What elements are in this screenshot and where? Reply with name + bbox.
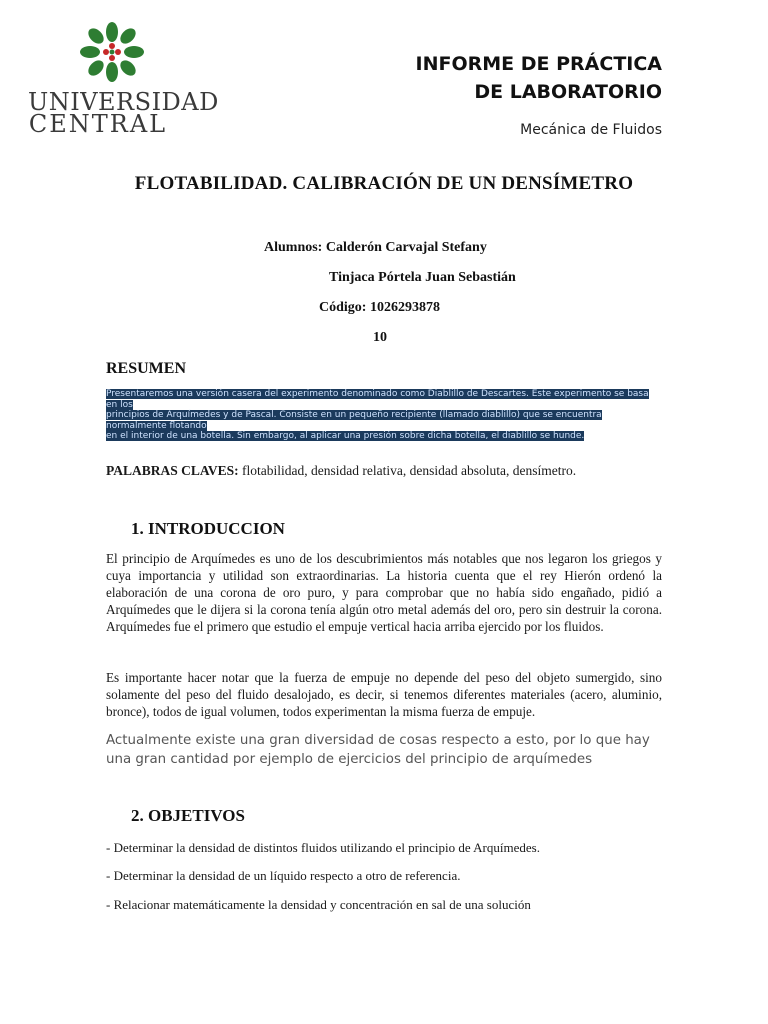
abstract-line-2: principios de Arquímedes y de Pascal. Consiste en un pequeño recipiente (llamado diablillo) que se encuentra normalmente flotando	[106, 410, 602, 431]
group-number: 10	[373, 330, 387, 345]
code-value: 1026293878	[369, 300, 440, 315]
resumen-abstract	[106, 389, 654, 442]
document-title: FLOTABILIDAD. CALIBRACIÓN DE UN DENSÍMETRO	[134, 173, 634, 194]
code-label: Código:	[319, 300, 367, 315]
students-label: Alumnos:	[264, 240, 323, 255]
student-name-2: Tinjaca Pórtela Juan Sebastián	[329, 270, 516, 285]
student-name-1: Calderón Carvajal Stefany	[325, 240, 487, 255]
university-logo	[28, 22, 219, 138]
abstract-line-3: en el interior de una botella. Sin embargo, al aplicar una presión sobre dicha botella, el diablillo se hunde.	[106, 431, 585, 441]
report-subject: Mecánica de Fluidos	[520, 122, 662, 138]
objectives-heading: 2. OBJETIVOS	[131, 806, 245, 825]
report-title-line1: INFORME DE PRÁCTICA	[415, 53, 662, 75]
abstract-line-1: Presentaremos una versión casera del experimento denominado como Diablillo de Descartes. Este experimento se basa en los	[106, 389, 649, 410]
report-title	[416, 50, 662, 106]
keywords-text: flotabilidad, densidad relativa, densidad absoluta, densímetro.	[238, 463, 577, 478]
objective-item-3: - Relacionar matemáticamente la densidad y concentración en sal de una solución	[106, 897, 531, 912]
intro-paragraph-2: Es importante hacer notar que la fuerza de empuje no depende del peso del objeto sumergido, sino solamente del peso del fluido desalojado, es decir, si tenemos diferentes materiales (acero, aluminio, bronce), todos de igual volumen, todos experimentan la misma fuerza de empuje.	[106, 670, 662, 719]
intro-heading: 1. INTRODUCCION	[131, 519, 285, 538]
intro-paragraph-1: El principio de Arquímedes es uno de los descubrimientos más notables que nos legaron los griegos y cuya importancia y utilidad son extraordinarias. La historia cuenta que el rey Hierón ordenó la elaboración de una corona de oro puro, y para comprobar que no había sido engañado, pidió a Arquímedes que le dijera si la corona tenía algún otro metal además del oro, pero sin destruir la corona. Arquímedes fue el primero que estudio el empuje vertical hacia arriba ejercido por los fluidos.	[106, 551, 662, 634]
keywords-label: PALABRAS CLAVES:	[106, 463, 239, 478]
code-line	[319, 300, 440, 316]
objective-item-1: - Determinar la densidad de distintos fluidos utilizando el principio de Arquímedes.	[106, 840, 540, 855]
resumen-heading: RESUMEN	[106, 360, 187, 377]
logo-text-universidad: UNIVERSIDAD	[28, 88, 219, 116]
students-line-1	[264, 240, 487, 256]
leaf-rosette-icon	[80, 22, 144, 82]
logo-text-central: CENTRAL	[28, 110, 168, 138]
intro-paragraph-3: Actualmente existe una gran diversidad de cosas respecto a esto, por lo que hay una gran cantidad por ejemplo de ejercicios del principio de arquímedes	[106, 733, 650, 767]
report-title-line2: DE LABORATORIO	[474, 81, 662, 103]
keywords	[106, 463, 576, 479]
objective-item-2: - Determinar la densidad de un líquido respecto a otro de referencia.	[106, 868, 461, 883]
